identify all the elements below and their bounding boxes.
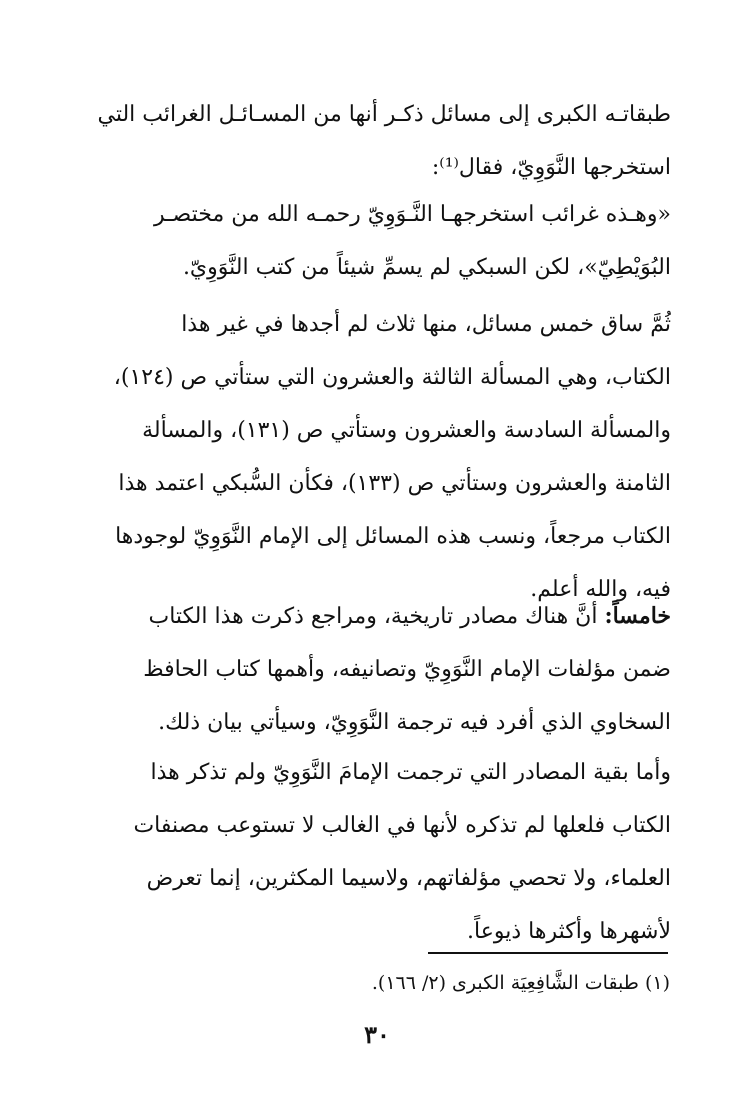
paragraph-3-line-5: الكتاب مرجعاً، ونسب هذه المسائل إلى الإمام النَّوَوِيّ لوجودها [115, 524, 671, 549]
paragraph-5-line-3: العلماء، ولا تحصي مؤلفاتهم، ولاسيما المكثرين، إنما تعرض [146, 866, 671, 891]
paragraph-3-line-6: فيه، والله أعلم. [530, 577, 671, 602]
paragraph-5-line-1: وأما بقية المصادر التي ترجمت الإمامَ النَّوَوِيّ ولم تذكر هذا [150, 760, 671, 785]
paragraph-4-line-1-text: أنَّ هناك مصادر تاريخية، ومراجع ذكرت هذا الكتاب [148, 604, 598, 629]
paragraph-4-line-2: ضمن مؤلفات الإمام النَّوَوِيّ وتصانيفه، وأهمها كتاب الحافظ [143, 657, 671, 682]
paragraph-2-line-1: «وهـذه غرائب استخرجهـا النَّـوَوِيّ رحمـه الله من مختصـر [153, 202, 671, 227]
paragraph-4-line-1 [95, 590, 671, 643]
paragraph-5-line-4: لأشهرها وأكثرها ذيوعاً. [467, 919, 671, 944]
paragraph-4-line-3: السخاوي الذي أفرد فيه ترجمة النَّوَوِيّ، وسيأتي بيان ذلك. [158, 710, 671, 735]
paragraph-3-line-4: الثامنة والعشرون وستأتي ص (١٣٣)، فكأن السُّبكي اعتمد هذا [118, 471, 671, 496]
paragraph-1 [95, 88, 671, 194]
paragraph-3-line-1: ثُمَّ ساق خمس مسائل، منها ثلاث لم أجدها في غير هذا [181, 312, 671, 337]
paragraph-3-line-2: الكتاب، وهي المسألة الثالثة والعشرون التي ستأتي ص (١٢٤)، [113, 365, 671, 390]
footnote: (١) طبقات الشَّافِعِيَة الكبرى (٢/ ١٦٦). [371, 972, 670, 994]
page-number: ٣٠ [364, 1020, 390, 1049]
paragraph-4 [95, 590, 671, 749]
paragraph-1-line-2: استخرجها النَّوَوِيّ، فقال⁽¹⁾: [431, 155, 671, 180]
paragraph-5 [95, 746, 671, 958]
footnote-separator [428, 952, 668, 954]
paragraph-4-lead: خامساً: [604, 603, 671, 629]
paragraph-1-line-1: طبقاتـه الكبرى إلى مسائل ذكـر أنها من المسـائـل الغرائب التي [97, 102, 671, 127]
paragraph-2-quote [95, 188, 671, 294]
paragraph-3-line-3: والمسألة السادسة والعشرون وستأتي ص (١٣١)، والمسألة [142, 418, 671, 443]
paragraph-2-line-2: البُوَيْطِيّ»، لكن السبكي لم يسمِّ شيئاً من كتب النَّوَوِيّ. [182, 255, 671, 280]
paragraph-3 [95, 298, 671, 616]
paragraph-5-line-2: الكتاب فلعلها لم تذكره لأنها في الغالب لا تستوعب مصنفات [133, 813, 671, 838]
